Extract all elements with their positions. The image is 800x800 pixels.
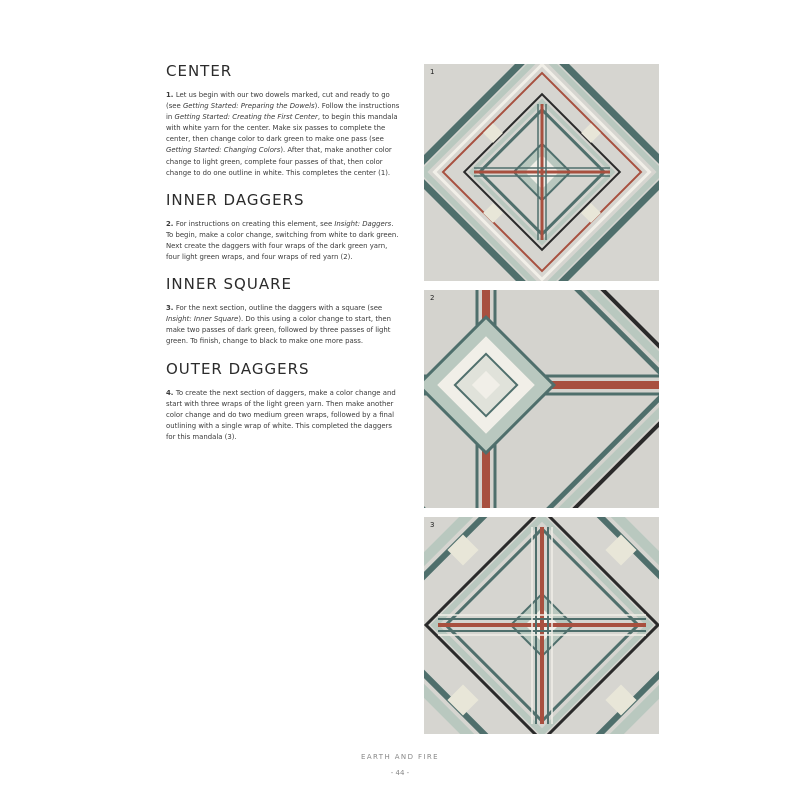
text-column <box>166 62 402 455</box>
heading-inner-square: INNER SQUARE <box>166 275 293 294</box>
mandala-illustration-2 <box>424 290 659 508</box>
para-inner-square: 3. For the next section, outline the daggers with a square (see Insight: Inner Square). Do this using a color change to start, then make two passes of dark green, followed by three passes of light green. To finish, change to black to make one more pass. <box>166 304 391 346</box>
figure-2-label: 2 <box>430 294 435 302</box>
heading-inner-daggers: INNER DAGGERS <box>166 190 305 209</box>
heading-outer-daggers: OUTER DAGGERS <box>166 359 310 378</box>
step-number: 3. <box>166 304 176 313</box>
step-number: 1. <box>166 91 176 99</box>
step-number: 2. <box>166 219 176 228</box>
para-center: 1. Let us begin with our two dowels marked, cut and ready to go (see Getting Started: Preparing the Dowels). Follow the instructions in Getting Started: Creating the First Center, to begin this mandala with white yarn for the center. Make six passes to complete the center, then change color to dark green to make one pass (see Getting Started: Changing Colors). After that, make another color change to light green, complete four passes of that, then color change to do one outline in white. This completes the center (1). <box>166 91 400 177</box>
footer-page-number: - 44 - <box>390 769 410 777</box>
figure-2-photo <box>424 290 659 508</box>
mandala-illustration-1 <box>424 64 659 281</box>
figure-3-label: 3 <box>430 521 435 529</box>
figure-1-label: 1 <box>430 68 435 76</box>
cross-reference: Insight: Daggers <box>334 219 392 228</box>
figure-1-photo <box>424 64 659 281</box>
cross-reference: Insight: Inner Square <box>166 315 239 324</box>
mandala-illustration-3 <box>424 517 659 734</box>
cross-reference: Getting Started: Preparing the Dowels <box>182 102 315 111</box>
cross-reference: Getting Started: Creating the First Center <box>174 113 318 122</box>
para-inner-daggers: 2. For instructions on creating this element, see Insight: Daggers. To begin, make a color change, switching from white to dark green. Next create the daggers with four wraps of the dark green yarn, four light green wraps, and four wraps of red yarn (2). <box>166 219 399 262</box>
footer-chapter-title: EARTH AND FIRE <box>361 753 439 761</box>
figure-3-photo <box>424 517 659 734</box>
heading-center: CENTER <box>166 62 233 80</box>
para-outer-daggers: 4. To create the next section of daggers, make a color change and start with three wraps of the light green yarn. Then make another color change and do two medium green wraps, followed by a final outlining with a single wrap of white. This completed the daggers for this mandala (3). <box>166 388 396 441</box>
step-number: 4. <box>166 388 176 397</box>
cross-reference: Getting Started: Changing Colors <box>166 146 281 155</box>
